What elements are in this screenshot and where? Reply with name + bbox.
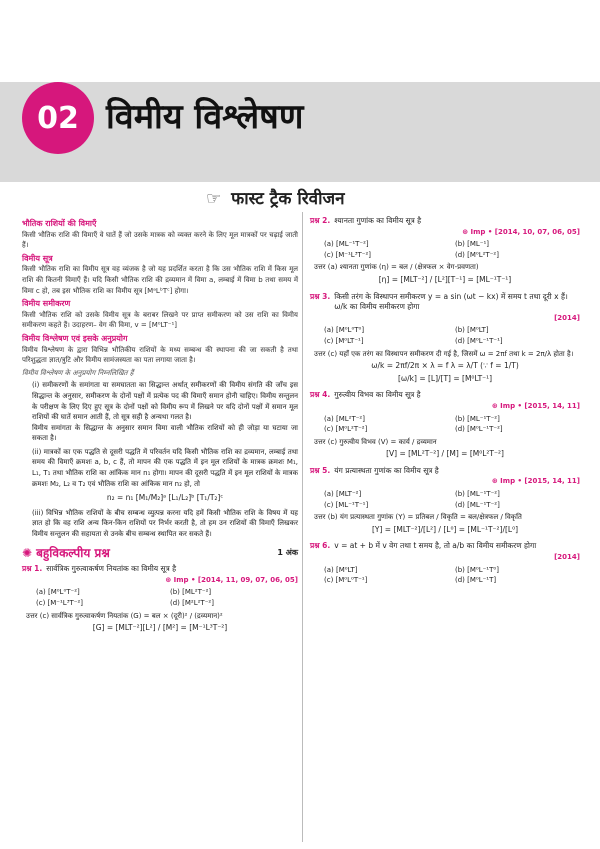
imp-badge: ⊛ Imp • [2015, 14, 11] — [491, 477, 580, 486]
column-divider — [302, 212, 303, 842]
option: (c) [M⁻¹L³T⁻²] — [324, 250, 372, 259]
section-heading: भौतिक राशियों की विमाएँ — [22, 219, 97, 228]
section-text: विमीय विश्लेषण के द्वारा विभिन्न भौतिकीय राशियों के मध्य सम्बन्ध की स्थापना की जा सकती है तथा परिशुद्धता ज्ञात/त्रुटि और विमीय सामंजस्यता का पता लगाया जाता है। — [22, 345, 298, 365]
options — [310, 239, 580, 260]
right-column — [310, 216, 580, 586]
imp-badge: ⊛ Imp • [2015, 14, 11] — [491, 401, 580, 410]
fast-track-heading — [206, 186, 345, 209]
options — [310, 414, 580, 435]
section-text: किसी भौतिक राशि की विमाएँ वे घातें हैं जो उसके मात्रक को व्यक्त करने के लिए मूल मात्रकों पर चढ़ाई जाती हैं। — [22, 230, 298, 250]
year-badge: [2014] — [554, 313, 580, 322]
option: (d) [M⁰L⁻¹T⁻¹] — [455, 336, 503, 345]
chapter-number-badge: 02 — [22, 82, 94, 154]
left-column — [22, 216, 298, 636]
chapter-title: विमीय विश्लेषण — [106, 97, 304, 137]
option: (c) [M⁰L²T⁻²] — [324, 425, 368, 434]
option: (d) [M⁰L⁻¹T⁻²] — [455, 425, 503, 434]
option: (c) [ML⁻¹T⁻¹] — [324, 500, 369, 509]
marks-label: 1 अंक — [277, 547, 298, 557]
option: (b) [M⁰LT] — [455, 326, 489, 335]
section-heading: विमीय सूत्र — [22, 253, 53, 263]
applications-intro: विमीय विश्लेषण के अनुप्रयोग निम्नलिखित हैं — [22, 368, 134, 377]
question-label: प्रश्न 5. — [310, 465, 331, 475]
option: (b) [ML⁻¹] — [455, 240, 490, 249]
question-label: प्रश्न 3. — [310, 291, 331, 301]
option: (c) [M⁰LT⁻¹] — [324, 336, 364, 345]
list-item — [32, 380, 298, 444]
answer: उत्तर (b) यंग प्रत्यास्थता गुणांक (Y) = प्रतिबल / विकृति = बल/क्षेत्रफल / विकृति — [314, 513, 522, 522]
pointing-hand-icon: ☞ — [206, 189, 222, 209]
options — [310, 489, 580, 510]
options — [310, 325, 580, 346]
imp-badge: ⊛ Imp • [2014, 11, 09, 07, 06, 05] — [165, 575, 298, 584]
option: (b) [ML⁻¹T⁻²] — [455, 490, 500, 499]
mcq-header — [22, 545, 298, 560]
question-text: गुरुत्वीय विभव का विमीय सूत्र है — [334, 390, 421, 400]
options — [310, 565, 580, 586]
question-text: श्यानता गुणांक का विमीय सूत्र है — [334, 216, 422, 225]
option: (a) [ML⁻¹T⁻²] — [324, 240, 369, 249]
section-text: किसी भौतिक राशि को उसके विमीय सूत्र के बराबर लिखने पर प्राप्त समीकरण को उस राशि का विमीय समीकरण कहते हैं। उदाहरण– वेग की विमा, v = [M⁰LT⁻¹] — [22, 310, 298, 330]
mcq-title-text: बहुविकल्पीय प्रश्न — [36, 545, 110, 560]
question-text: v = at + b में v वेग तथा t समय है, तो a/b का विमीय समीकरण होगा — [334, 541, 537, 551]
question-text: किसी तरंग के विस्थापन समीकरण y = a sin (ωt − kx) में समय t तथा दूरी x हैं। ω/k का विमीय समीकरण होगा — [334, 291, 568, 312]
question-2 — [310, 216, 580, 286]
option: (d) [M⁰L⁻¹T] — [455, 576, 497, 585]
imp-badge: ⊛ Imp • [2014, 10, 07, 06, 05] — [462, 227, 580, 236]
application-1: (i) समीकरणों के समांगता या समघातता का सिद्धान्त अर्थात् समीकरणों की विमीय संगति की जाँच इस सिद्धान्त के अनुसार, समीकरण के दोनों पक्षों में प्रत्येक पद की विमाएँ समान होनी चाहिए। विमीय सन्तुलन के परीक्षण के लिए दिए हुए सूत्र के दोनों पक्षों को विमीय रूप में लिखने पर यदि दोनों पक्षों में समान मूल राशियों की घातें समान आती हैं, तो सूत्र सही है अन्यथा गलत है। — [32, 381, 298, 422]
option: (a) [M⁰L⁰T⁰] — [324, 326, 365, 335]
answer-equation: [ω/k] = [L]/[T] = [M⁰LT⁻¹] — [397, 373, 493, 383]
answer-equation: [Y] = [MLT⁻²]/[L²] / [L⁰] = [ML⁻¹T⁻²]/[L⁰] — [371, 524, 519, 534]
bulb-icon: ✺ — [22, 545, 33, 560]
answer: उत्तर (c) यहाँ एक तरंग का विस्थापन समीकरण दी गई है, जिसमें ω = 2πf तथा k = 2π/λ होता है। — [314, 349, 574, 358]
question-label: प्रश्न 6. — [310, 541, 331, 551]
question-6 — [310, 541, 580, 585]
list-item — [32, 508, 298, 540]
question-label: प्रश्न 2. — [310, 216, 331, 225]
option: (a) [ML²T⁻²] — [324, 414, 365, 423]
applications-list — [22, 380, 298, 539]
question-1 — [22, 564, 298, 634]
application-3: (iii) विभिन्न भौतिक राशियों के बीच सम्बन्ध व्युत्पन्न करना यदि हमें किसी भौतिक राशि के विषय में यह ज्ञात हो कि वह राशि अन्य किन-किन राशियों पर निर्भर करती है, तो हम उन राशियों की विमाएँ लिखकर विमीय सन्तुलन की सहायता से उनके बीच सम्बन्ध स्थापित कर सकते हैं। — [32, 508, 298, 539]
answer-equation: [V] = [ML²T⁻²] / [M] = [M⁰L²T⁻²] — [386, 449, 504, 459]
option: (d) [ML⁻¹T⁻²] — [455, 500, 500, 509]
application-1-note: विमीय समांगता के सिद्धान्त के अनुसार समान विमा वाली भौतिक राशियों को ही जोड़ा या घटाया जा सकता है। — [32, 423, 298, 443]
answer: उत्तर (c) गुरुत्वीय विभव (V) = कार्य / द्रव्यमान — [314, 437, 437, 446]
option: (a) [MLT⁻²] — [324, 490, 362, 499]
section-text: किसी भौतिक राशि का विमीय सूत्र वह व्यंजक है जो यह प्रदर्शित करता है कि उस भौतिक राशि में किस मूल राशि की कितनी विमाएँ हैं। यदि किसी भौतिक राशि की द्रव्यमान में विमा a, लम्बाई में विमा b तथा समय में विमा c हो, तब इस भौतिक राशि का विमीय सूत्र [MᵃLᵇTᶜ] होगा। — [22, 265, 298, 295]
answer-equation: [G] = [MLT⁻²][L²] / [M²] = [M⁻¹L³T⁻²] — [92, 623, 228, 633]
question-4 — [310, 390, 580, 460]
question-text: यंग प्रत्यास्थता गुणांक का विमीय सूत्र है — [334, 465, 439, 475]
option: (b) [ML²T⁻²] — [170, 588, 212, 597]
option: (d) [M²L²T⁻²] — [170, 599, 214, 607]
answer: उत्तर (c) सार्वत्रिक गुरुत्वाकर्षण नियतांक (G) = बल × (दूरी)² / (द्रव्यमान)² — [26, 611, 223, 620]
option: (b) [M⁰L⁻¹T⁰] — [455, 565, 499, 574]
question-label: प्रश्न 4. — [310, 390, 331, 400]
section-heading: विमीय विश्लेषण एवं इसके अनुप्रयोग — [22, 333, 128, 343]
list-item — [32, 447, 298, 504]
option: (c) [M⁰L⁰T⁻¹] — [324, 576, 368, 585]
question-text: सार्वत्रिक गुरुत्वाकर्षण नियतांक का विमीय सूत्र है — [46, 564, 177, 574]
year-badge: [2014] — [554, 553, 580, 562]
section-heading: विमीय समीकरण — [22, 299, 71, 309]
question-label: प्रश्न 1. — [22, 564, 43, 574]
options — [22, 587, 298, 608]
option: (c) [M⁻¹L³T⁻²] — [36, 599, 84, 607]
answer: उत्तर (a) श्यानता गुणांक (η) = बल / (क्षेत्रफल × वेग-प्रवणता) — [314, 263, 479, 272]
application-2: (ii) मात्रकों का एक पद्धति से दूसरी पद्धति में परिवर्तन यदि किसी भौतिक राशि का द्रव्यमान, लम्बाई तथा समय की विमाएँ क्रमशः a, b, c हैं, तो मापन की एक पद्धति में इन मूल राशियों के मात्रक क्रमशः M₁, L₁, T₁ तथा भौतिक राशि का आंकिक मान n₁ होगा। मापन की दूसरी पद्धति में इन मूल राशियों के मात्रक क्रमशः M₂, L₂ व T₂ एवं भौतिक राशि का आंकिक मान n₂ हो, तो — [32, 447, 298, 488]
answer-equation: [η] = [MLT⁻²] / [L²][T⁻¹] = [ML⁻¹T⁻¹] — [378, 274, 512, 284]
question-5 — [310, 466, 580, 536]
option: (d) [M⁰L²T⁻²] — [455, 250, 499, 259]
option: (a) [M⁰LT] — [324, 565, 358, 574]
option: (b) [ML⁻¹T⁻²] — [455, 414, 500, 423]
option: (a) [M⁰L⁰T⁻²] — [36, 588, 80, 597]
question-3 — [310, 292, 580, 385]
unit-conversion-formula: n₂ = n₁ [M₁/M₂]ᵃ [L₁/L₂]ᵇ [T₁/T₂]ᶜ — [106, 493, 224, 503]
answer-equation: ω/k = 2πf/2π × λ = f λ = λ/T (∵ f = 1/T) — [371, 361, 519, 371]
fast-track-label: फास्ट ट्रैक रिवीजन — [231, 189, 345, 209]
mcq-title — [22, 545, 110, 560]
